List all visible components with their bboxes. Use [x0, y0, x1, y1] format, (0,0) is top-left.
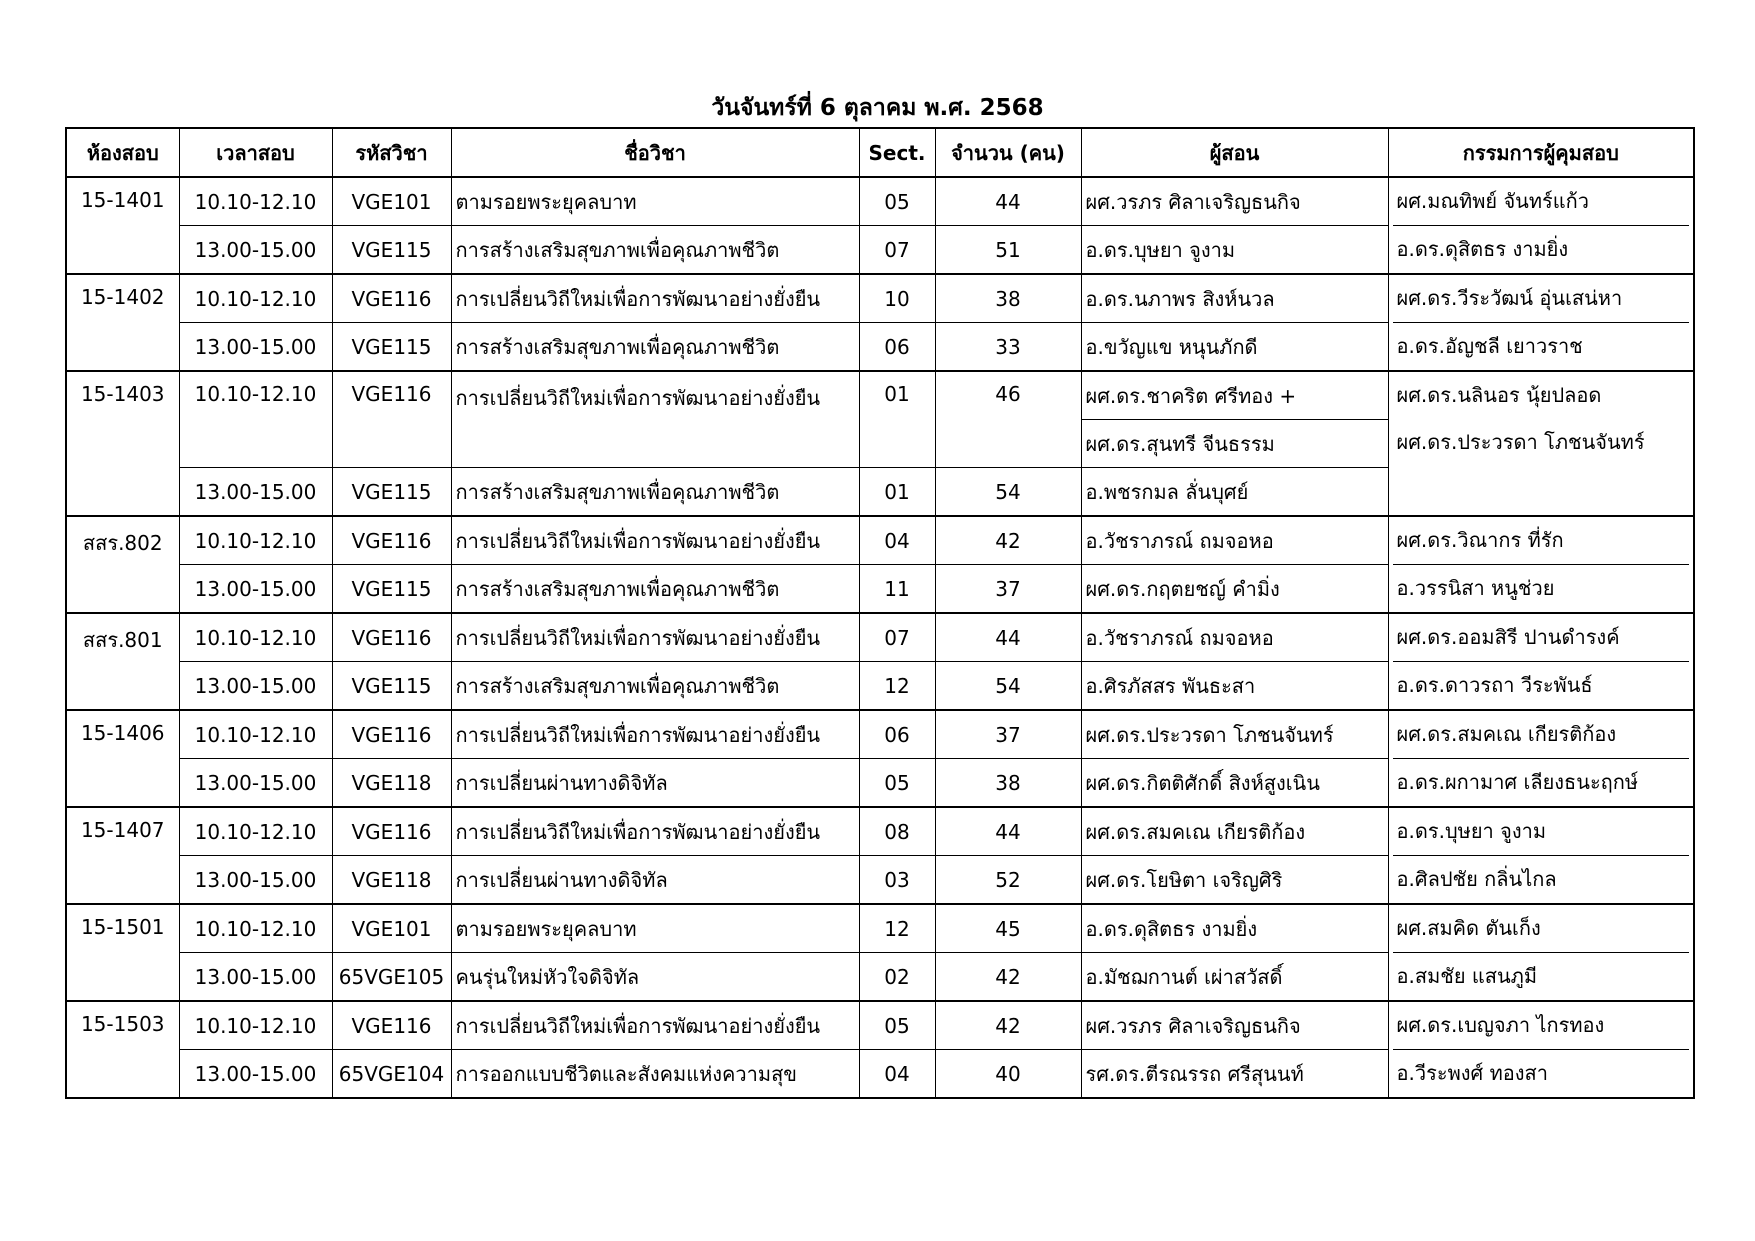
room-cell: 15-1401: [66, 177, 179, 274]
subject-cell: การสร้างเสริมสุขภาพเพื่อคุณภาพชีวิต: [451, 565, 859, 614]
instructor-cell: อ.วัชราภรณ์ ถมจอหอ: [1081, 613, 1388, 662]
time-cell: 13.00-15.00: [179, 662, 332, 711]
count-cell: 54: [935, 662, 1081, 711]
instructor-cell: ผศ.วรภร ศิลาเจริญธนกิจ: [1081, 1001, 1388, 1050]
proctor-name: อ.วรรนิสา หนูช่วย: [1393, 564, 1690, 612]
time-cell: 13.00-15.00: [179, 1050, 332, 1099]
proctor-name: อ.ดร.ดาวรถา วีระพันธ์: [1393, 661, 1690, 709]
room-cell: สสร.802: [66, 516, 179, 613]
count-cell: 42: [935, 953, 1081, 1002]
count-cell: 44: [935, 807, 1081, 856]
time-cell: 13.00-15.00: [179, 468, 332, 517]
instructor-cell: ผศ.วรภร ศิลาเจริญธนกิจ: [1081, 177, 1388, 226]
proctors-cell: [1388, 177, 1694, 274]
instructor-cell: ผศ.ดร.สุนทรี จีนธรรม: [1081, 420, 1388, 468]
proctor-name: ผศ.ดร.วีระวัฒน์ อุ่นเสน่หา: [1396, 286, 1623, 310]
room-cell: 15-1503: [66, 1001, 179, 1098]
count-cell: 37: [935, 565, 1081, 614]
subject-cell: การสร้างเสริมสุขภาพเพื่อคุณภาพชีวิต: [451, 226, 859, 275]
count-cell: 44: [935, 613, 1081, 662]
proctor-name: อ.สมชัย แสนภูมี: [1393, 952, 1690, 1000]
time-cell: 10.10-12.10: [179, 904, 332, 953]
proctors-cell: [1388, 904, 1694, 1001]
table-row: [66, 613, 1694, 662]
count-cell: 42: [935, 1001, 1081, 1050]
course-code-cell: 65VGE105: [332, 953, 451, 1002]
room-cell: 15-1407: [66, 807, 179, 904]
time-cell: 13.00-15.00: [179, 856, 332, 905]
subject-cell: การเปลี่ยนวิถีใหม่เพื่อการพัฒนาอย่างยั่งยืน: [451, 710, 859, 759]
room-cell: สสร.801: [66, 613, 179, 710]
count-cell: 46: [935, 371, 1081, 468]
time-cell: 13.00-15.00: [179, 226, 332, 275]
header-room: ห้องสอบ: [66, 128, 179, 177]
sect-cell: 03: [859, 856, 935, 905]
header-count: จำนวน (คน): [935, 128, 1081, 177]
sect-cell: 12: [859, 662, 935, 711]
course-code-cell: VGE101: [332, 177, 451, 226]
time-cell: 10.10-12.10: [179, 516, 332, 565]
course-code-cell: VGE118: [332, 856, 451, 905]
proctor-name: อ.ศิลปชัย กลิ่นไกล: [1393, 855, 1690, 903]
sect-cell: 05: [859, 759, 935, 808]
time-cell: 10.10-12.10: [179, 177, 332, 226]
room-cell: 15-1403: [66, 371, 179, 516]
sect-cell: 02: [859, 953, 935, 1002]
proctor-name: ผศ.ดร.ประวรดา โภชนจันทร์: [1396, 430, 1645, 454]
count-cell: 33: [935, 323, 1081, 372]
header-row: [66, 128, 1694, 177]
proctors-cell: [1388, 371, 1694, 516]
time-cell: 13.00-15.00: [179, 759, 332, 808]
instructor-cell: ผศ.ดร.โยษิตา เจริญศิริ: [1081, 856, 1388, 905]
course-code-cell: VGE115: [332, 323, 451, 372]
instructor-cell: อ.ขวัญแข หนุนภักดี: [1081, 323, 1388, 372]
count-cell: 51: [935, 226, 1081, 275]
time-cell: 13.00-15.00: [179, 565, 332, 614]
count-cell: 54: [935, 468, 1081, 517]
instructor-cell: อ.วัชราภรณ์ ถมจอหอ: [1081, 516, 1388, 565]
instructor-cell: อ.พชรกมล ลั่นบุศย์: [1081, 468, 1388, 517]
table-row: [66, 710, 1694, 759]
subject-cell: การเปลี่ยนวิถีใหม่เพื่อการพัฒนาอย่างยั่งยืน: [451, 516, 859, 565]
table-row: [66, 274, 1694, 323]
subject-cell: คนรุ่นใหม่หัวใจดิจิทัล: [451, 953, 859, 1002]
instructor-cell: ผศ.ดร.กฤตยชญ์ คำมิ่ง: [1081, 565, 1388, 614]
course-code-cell: VGE116: [332, 516, 451, 565]
instructor-cell: ผศ.ดร.กิตติศักดิ์ สิงห์สูงเนิน: [1081, 759, 1388, 808]
instructor-cell: อ.ศิรภัสสร พันธะสา: [1081, 662, 1388, 711]
header-proctors: กรรมการผู้คุมสอบ: [1388, 128, 1694, 177]
count-cell: 38: [935, 759, 1081, 808]
sect-cell: 11: [859, 565, 935, 614]
table-row: [66, 1001, 1694, 1050]
proctor-name: อ.วีระพงศ์ ทองสา: [1393, 1049, 1690, 1097]
sect-cell: 01: [859, 468, 935, 517]
table-row: [66, 177, 1694, 226]
subject-cell: การเปลี่ยนผ่านทางดิจิทัล: [451, 759, 859, 808]
course-code-cell: VGE115: [332, 226, 451, 275]
sect-cell: 12: [859, 904, 935, 953]
header-code: รหัสวิชา: [332, 128, 451, 177]
header-sect: Sect.: [859, 128, 935, 177]
sect-cell: 08: [859, 807, 935, 856]
header-instructor: ผู้สอน: [1081, 128, 1388, 177]
exam-table-body: [66, 177, 1694, 1098]
proctor-name: ผศ.มณทิพย์ จันทร์แก้ว: [1396, 189, 1589, 213]
course-code-cell: VGE115: [332, 565, 451, 614]
room-cell: 15-1402: [66, 274, 179, 371]
table-row: [66, 904, 1694, 953]
instructor-cell: ผศ.ดร.สมคเณ เกียรติก้อง: [1081, 807, 1388, 856]
subject-cell: การเปลี่ยนผ่านทางดิจิทัล: [451, 856, 859, 905]
instructor-cell: รศ.ดร.ตีรณรรถ ศรีสุนนท์: [1081, 1050, 1388, 1099]
course-code-cell: VGE116: [332, 807, 451, 856]
room-cell: 15-1501: [66, 904, 179, 1001]
subject-cell: ตามรอยพระยุคลบาท: [451, 904, 859, 953]
subject-cell: ตามรอยพระยุคลบาท: [451, 177, 859, 226]
sect-cell: 05: [859, 177, 935, 226]
subject-cell: การสร้างเสริมสุขภาพเพื่อคุณภาพชีวิต: [451, 662, 859, 711]
course-code-cell: VGE116: [332, 274, 451, 323]
sect-cell: 04: [859, 516, 935, 565]
course-code-cell: VGE116: [332, 613, 451, 662]
count-cell: 52: [935, 856, 1081, 905]
course-code-cell: VGE116: [332, 1001, 451, 1050]
exam-schedule-table: [65, 127, 1695, 1099]
instructor-cell: อ.ดร.ดุสิตธร งามยิ่ง: [1081, 904, 1388, 953]
count-cell: 42: [935, 516, 1081, 565]
proctor-name: ผศ.ดร.สมคเณ เกียรติก้อง: [1396, 722, 1617, 746]
proctor-name: ผศ.สมคิด ตันเก็ง: [1396, 916, 1541, 940]
time-cell: 13.00-15.00: [179, 323, 332, 372]
course-code-cell: VGE116: [332, 710, 451, 759]
course-code-cell: VGE115: [332, 662, 451, 711]
proctor-name: ผศ.ดร.เบญจภา ไกรทอง: [1396, 1013, 1605, 1037]
count-cell: 38: [935, 274, 1081, 323]
proctors-cell: [1388, 807, 1694, 904]
instructor-cell: อ.ดร.บุษยา จูงาม: [1081, 226, 1388, 275]
course-code-cell: VGE118: [332, 759, 451, 808]
header-time: เวลาสอบ: [179, 128, 332, 177]
count-cell: 44: [935, 177, 1081, 226]
instructor-cell: อ.ดร.นภาพร สิงห์นวล: [1081, 274, 1388, 323]
sect-cell: 10: [859, 274, 935, 323]
subject-cell: การเปลี่ยนวิถีใหม่เพื่อการพัฒนาอย่างยั่งยืน: [451, 807, 859, 856]
instructor-cell: อ.มัชฌกานต์ เผ่าสวัสดิ์: [1081, 953, 1388, 1002]
sect-cell: 07: [859, 613, 935, 662]
page-title: วันจันทร์ที่ 6 ตุลาคม พ.ศ. 2568: [711, 95, 1044, 121]
count-cell: 37: [935, 710, 1081, 759]
course-code-cell: VGE116: [332, 371, 451, 468]
proctors-cell: [1388, 516, 1694, 613]
sect-cell: 04: [859, 1050, 935, 1099]
course-code-cell: VGE115: [332, 468, 451, 517]
subject-cell: การออกแบบชีวิตและสังคมแห่งความสุข: [451, 1050, 859, 1099]
room-cell: 15-1406: [66, 710, 179, 807]
count-cell: 45: [935, 904, 1081, 953]
table-row: [66, 807, 1694, 856]
proctor-name: ผศ.ดร.วิณากร ที่รัก: [1396, 528, 1564, 552]
table-row: [66, 371, 1694, 420]
subject-cell: การสร้างเสริมสุขภาพเพื่อคุณภาพชีวิต: [451, 468, 859, 517]
instructor-cell: ผศ.ดร.ประวรดา โภชนจันทร์: [1081, 710, 1388, 759]
time-cell: 10.10-12.10: [179, 274, 332, 323]
sect-cell: 07: [859, 226, 935, 275]
subject-cell: การเปลี่ยนวิถีใหม่เพื่อการพัฒนาอย่างยั่งยืน: [451, 371, 859, 468]
count-cell: 40: [935, 1050, 1081, 1099]
time-cell: 10.10-12.10: [179, 371, 332, 468]
subject-cell: การสร้างเสริมสุขภาพเพื่อคุณภาพชีวิต: [451, 323, 859, 372]
proctor-name: ผศ.ดร.ออมสิรี ปานดำรงค์: [1396, 625, 1620, 649]
time-cell: 10.10-12.10: [179, 613, 332, 662]
proctors-cell: [1388, 1001, 1694, 1098]
time-cell: 13.00-15.00: [179, 953, 332, 1002]
proctor-name: อ.ดร.อัญชลี เยาวราช: [1393, 322, 1690, 370]
time-cell: 10.10-12.10: [179, 1001, 332, 1050]
proctor-name: อ.ดร.บุษยา จูงาม: [1396, 819, 1547, 843]
sect-cell: 05: [859, 1001, 935, 1050]
proctors-cell: [1388, 613, 1694, 710]
time-cell: 10.10-12.10: [179, 807, 332, 856]
course-code-cell: VGE101: [332, 904, 451, 953]
time-cell: 10.10-12.10: [179, 710, 332, 759]
proctor-name: อ.ดร.ดุสิตธร งามยิ่ง: [1393, 225, 1690, 273]
proctors-cell: [1388, 274, 1694, 371]
proctor-name: อ.ดร.ผกามาศ เลียงธนะฤกษ์: [1393, 758, 1690, 806]
proctor-name: ผศ.ดร.นลินอร นุ้ยปลอด: [1396, 383, 1602, 407]
subject-cell: การเปลี่ยนวิถีใหม่เพื่อการพัฒนาอย่างยั่งยืน: [451, 274, 859, 323]
instructor-cell: ผศ.ดร.ชาคริต ศรีทอง +: [1081, 371, 1388, 420]
table-row: [66, 516, 1694, 565]
subject-cell: การเปลี่ยนวิถีใหม่เพื่อการพัฒนาอย่างยั่งยืน: [451, 613, 859, 662]
sect-cell: 06: [859, 710, 935, 759]
sect-cell: 01: [859, 371, 935, 468]
subject-cell: การเปลี่ยนวิถีใหม่เพื่อการพัฒนาอย่างยั่งยืน: [451, 1001, 859, 1050]
header-subject: ชื่อวิชา: [451, 128, 859, 177]
sect-cell: 06: [859, 323, 935, 372]
proctors-cell: [1388, 710, 1694, 807]
course-code-cell: 65VGE104: [332, 1050, 451, 1099]
